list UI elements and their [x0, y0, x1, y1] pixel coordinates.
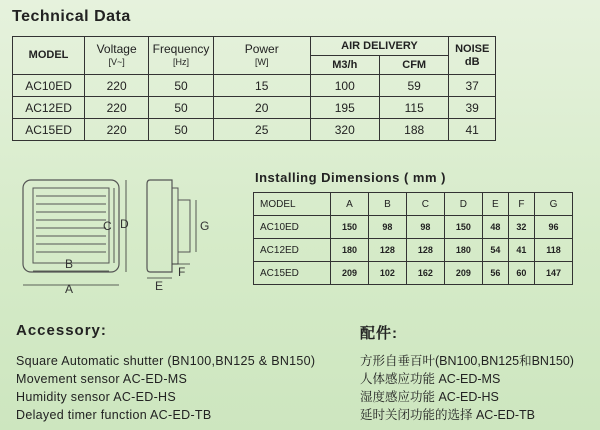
voltage-label: Voltage [96, 41, 137, 56]
label-g: G [200, 219, 210, 233]
voltage-unit: [V~] [108, 56, 125, 67]
side-view-duct [178, 200, 190, 252]
accessory-cn-item: 方形自垂百叶(BN100,BN125和BN150) [360, 354, 574, 368]
col-f: F [508, 193, 534, 216]
installing-dimensions-table [253, 192, 573, 285]
table-header-row [13, 37, 496, 56]
label-b: B [65, 257, 74, 271]
table-header-row [254, 193, 573, 216]
cell-c: 128 [406, 239, 444, 262]
accessory-item: Square Automatic shutter (BN100,BN125 & BN150) [16, 354, 316, 368]
col-a: A [331, 193, 369, 216]
cell-model: AC12ED [254, 239, 331, 262]
col-c: C [406, 193, 444, 216]
col-model: MODEL [254, 193, 331, 216]
col-air-delivery: AIR DELIVERY [310, 37, 449, 56]
label-c: C [103, 219, 112, 233]
table-row [13, 97, 496, 119]
cell-model: AC12ED [13, 97, 85, 119]
installing-dimensions-title: Installing Dimensions ( mm ) [255, 170, 446, 185]
cell-model: AC15ED [13, 119, 85, 141]
cell-cfm: 59 [379, 75, 448, 97]
cell-noise: 39 [449, 97, 496, 119]
col-noise [449, 37, 496, 75]
page-title: Technical Data [12, 8, 131, 25]
table-row [254, 216, 573, 239]
cell-voltage: 220 [85, 75, 149, 97]
cell-g: 147 [534, 262, 572, 285]
cell-c: 98 [406, 216, 444, 239]
label-d: D [120, 217, 129, 231]
cell-e: 48 [482, 216, 508, 239]
col-b: B [368, 193, 406, 216]
table-row [254, 262, 573, 285]
side-view-body [147, 180, 172, 272]
label-a: A [65, 282, 74, 296]
dimension-diagram [10, 168, 225, 298]
table-row [13, 75, 496, 97]
accessory-cn-list [360, 352, 574, 424]
accessory-cn-title: 配件: [360, 325, 398, 342]
col-cfm: CFM [379, 56, 448, 75]
label-e: E [155, 279, 164, 293]
accessory-item: Humidity sensor AC-ED-HS [16, 390, 177, 404]
accessory-item: Delayed timer function AC-ED-TB [16, 408, 212, 422]
cell-b: 98 [368, 216, 406, 239]
cell-d: 150 [444, 216, 482, 239]
frequency-label: Frequency [152, 41, 210, 56]
cell-power: 25 [213, 119, 310, 141]
cell-a: 180 [331, 239, 369, 262]
cell-frequency: 50 [149, 97, 214, 119]
label-f: F [178, 265, 186, 279]
cell-e: 56 [482, 262, 508, 285]
cell-power: 15 [213, 75, 310, 97]
cell-voltage: 220 [85, 97, 149, 119]
accessory-cn-item: 人体感应功能 AC-ED-MS [360, 372, 501, 386]
cell-f: 41 [508, 239, 534, 262]
cell-a: 150 [331, 216, 369, 239]
cell-a: 209 [331, 262, 369, 285]
cell-cfm: 115 [379, 97, 448, 119]
cell-d: 180 [444, 239, 482, 262]
cell-f: 32 [508, 216, 534, 239]
col-g: G [534, 193, 572, 216]
cell-b: 102 [368, 262, 406, 285]
table-row [13, 119, 496, 141]
cell-e: 54 [482, 239, 508, 262]
col-d: D [444, 193, 482, 216]
cell-cfm: 188 [379, 119, 448, 141]
accessory-title: Accessory: [16, 322, 107, 339]
cell-model: AC10ED [254, 216, 331, 239]
table-row [254, 239, 573, 262]
cell-model: AC10ED [13, 75, 85, 97]
cell-m3h: 320 [310, 119, 379, 141]
col-voltage [85, 37, 149, 75]
noise-unit: dB [464, 55, 480, 68]
cell-voltage: 220 [85, 119, 149, 141]
cell-m3h: 195 [310, 97, 379, 119]
col-e: E [482, 193, 508, 216]
cell-model: AC15ED [254, 262, 331, 285]
accessory-cn-item: 湿度感应功能 AC-ED-HS [360, 390, 499, 404]
side-view-flange [172, 188, 178, 264]
col-model: MODEL [13, 37, 85, 75]
cell-m3h: 100 [310, 75, 379, 97]
cell-noise: 37 [449, 75, 496, 97]
cell-g: 96 [534, 216, 572, 239]
cell-g: 118 [534, 239, 572, 262]
cell-noise: 41 [449, 119, 496, 141]
cell-b: 128 [368, 239, 406, 262]
accessory-cn-item: 延时关闭功能的选择 AC-ED-TB [360, 408, 536, 422]
accessory-item: Movement sensor AC-ED-MS [16, 372, 188, 386]
cell-power: 20 [213, 97, 310, 119]
col-power [213, 37, 310, 75]
power-unit: [W] [254, 56, 269, 67]
col-frequency [149, 37, 214, 75]
cell-d: 209 [444, 262, 482, 285]
col-m3h: M3/h [310, 56, 379, 75]
cell-c: 162 [406, 262, 444, 285]
noise-label: NOISE [455, 42, 490, 55]
cell-frequency: 50 [149, 75, 214, 97]
cell-f: 60 [508, 262, 534, 285]
frequency-unit: [Hz] [173, 56, 190, 67]
accessory-list [16, 352, 315, 424]
cell-frequency: 50 [149, 119, 214, 141]
technical-data-table [12, 36, 496, 141]
power-label: Power [244, 41, 279, 56]
louver-lines [36, 196, 106, 252]
